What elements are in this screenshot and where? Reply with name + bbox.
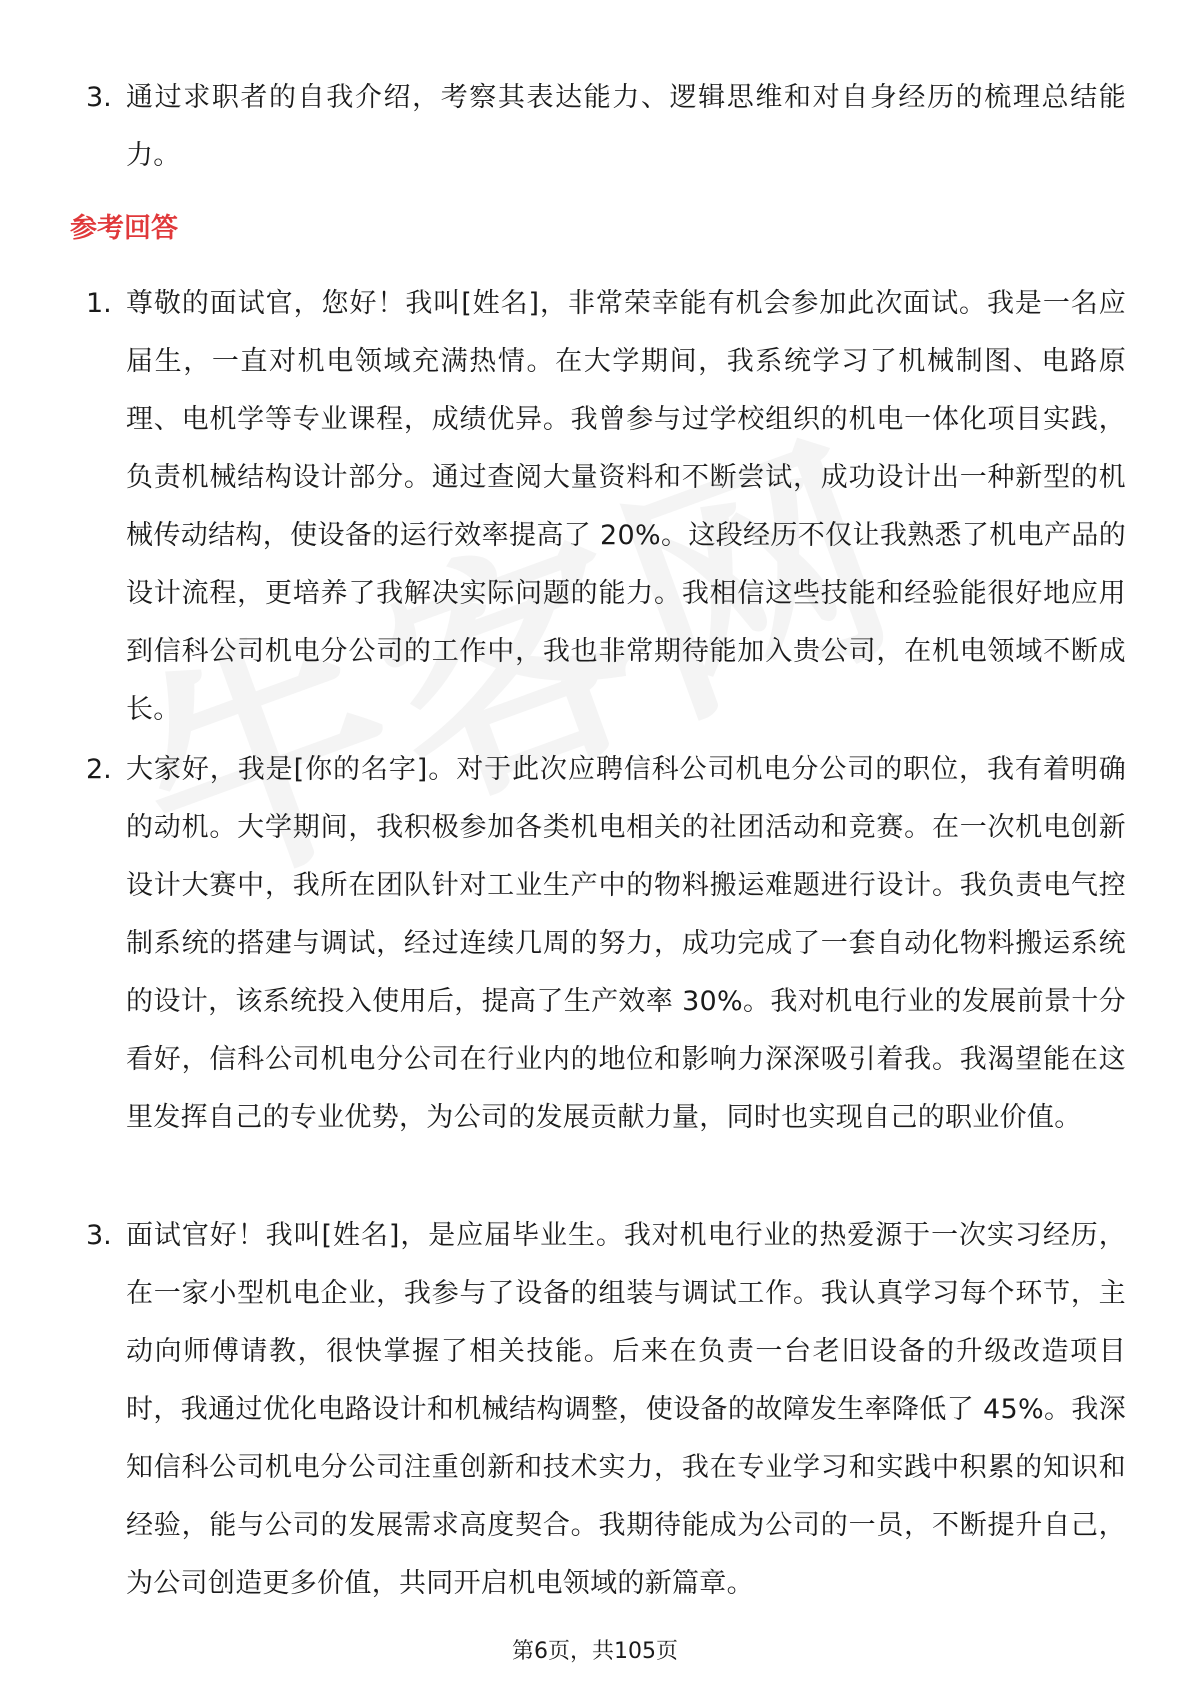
answer-item: [86, 1207, 1126, 1613]
answer-text: 尊敬的面试官，您好！我叫[姓名]，非常荣幸能有机会参加此次面试。我是一名应届生，一直对机电领域充满热情。在大学期间，我系统学习了机械制图、电路原理、电机学等专业课程，成绩优异。我曾参与过学校组织的机电一体化项目实践，负责机械结构设计部分。通过查阅大量资料和不断尝试，成功设计出一种新型的机械传动结构，使设备的运行效率提高了 20%。这段经历不仅让我熟悉了机电产品的设计流程，更培养了我解决实际问题的能力。我相信这些技能和经验能很好地应用到信科公司机电分公司的工作中，我也非常期待能加入贵公司，在机电领域不断成长。: [126, 288, 1126, 725]
answer-number: 2.: [86, 754, 112, 785]
answer-item: [86, 741, 1126, 1147]
list-item-number: 3.: [86, 82, 112, 113]
page-number: 第6页，共105页: [512, 1639, 678, 1664]
section-heading: 参考回答: [70, 213, 178, 244]
answer-text: 面试官好！我叫[姓名]，是应届毕业生。我对机电行业的热爱源于一次实习经历，在一家小型机电企业，我参与了设备的组装与调试工作。我认真学习每个环节，主动向师傅请教，很快掌握了相关技能。后来在负责一台老旧设备的升级改造项目时，我通过优化电路设计和机械结构调整，使设备的故障发生率降低了 45%。我深知信科公司机电分公司注重创新和技术实力，我在专业学习和实践中积累的知识和经验，能与公司的发展需求高度契合。我期待能成为公司的一员，不断提升自己，为公司创造更多价值，共同开启机电领域的新篇章。: [126, 1220, 1126, 1599]
answer-item: [86, 275, 1126, 739]
answer-number: 1.: [86, 288, 112, 319]
answer-number: 3.: [86, 1220, 112, 1251]
list-item: [86, 69, 1126, 185]
list-item-text: 通过求职者的自我介绍，考察其表达能力、逻辑思维和对自身经历的梳理总结能力。: [126, 82, 1126, 171]
answer-text: 大家好，我是[你的名字]。对于此次应聘信科公司机电分公司的职位，我有着明确的动机。大学期间，我积极参加各类机电相关的社团活动和竞赛。在一次机电创新设计大赛中，我所在团队针对工业生产中的物料搬运难题进行设计。我负责电气控制系统的搭建与调试，经过连续几周的努力，成功完成了一套自动化物料搬运系统的设计，该系统投入使用后，提高了生产效率 30%。我对机电行业的发展前景十分看好，信科公司机电分公司在行业内的地位和影响力深深吸引着我。我渴望能在这里发挥自己的专业优势，为公司的发展贡献力量，同时也实现自己的职业价值。: [126, 754, 1126, 1133]
